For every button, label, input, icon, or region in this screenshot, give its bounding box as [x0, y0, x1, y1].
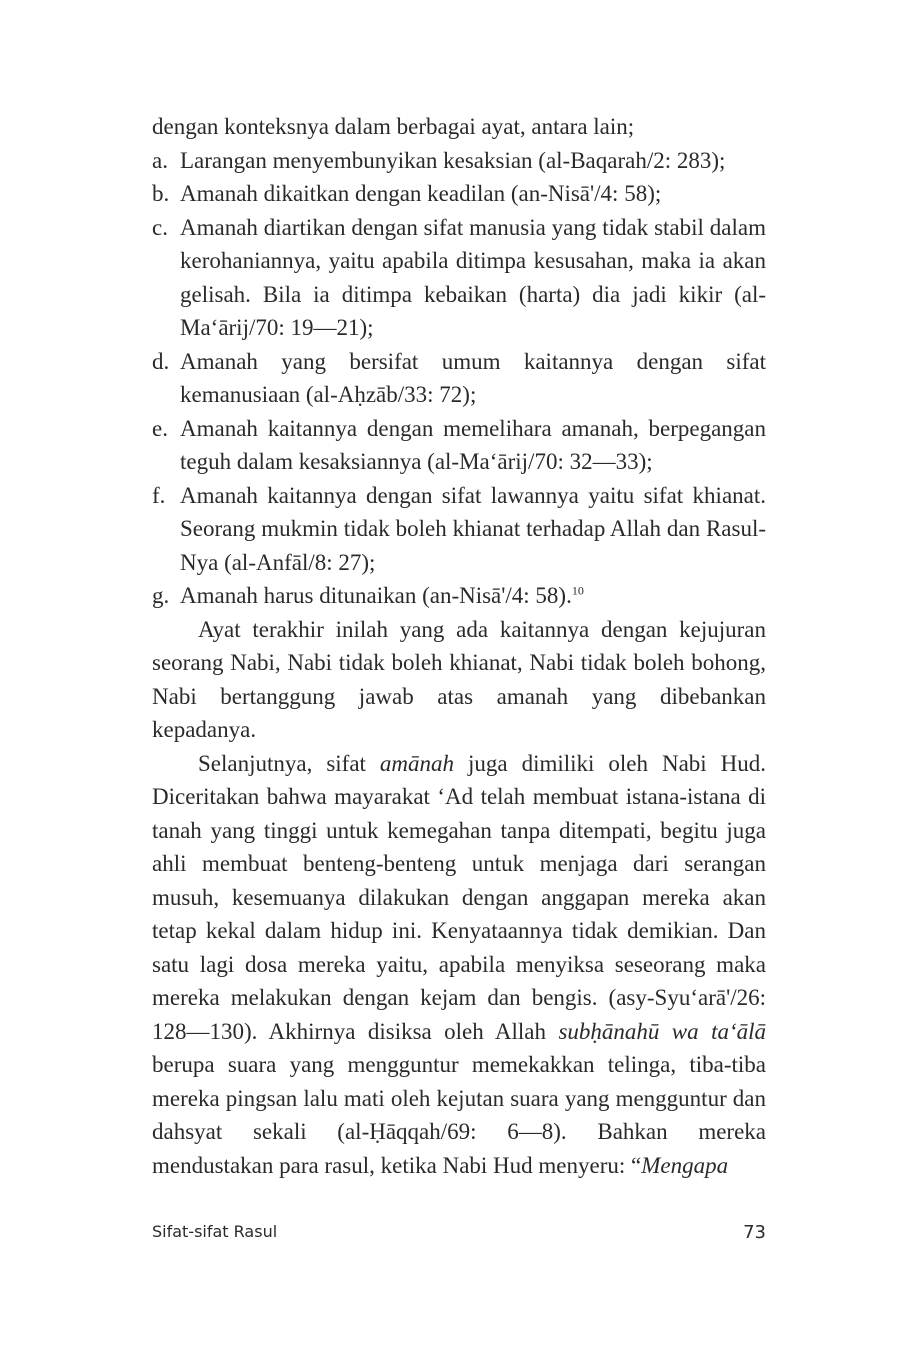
- list-text-with-footnote: [180, 579, 766, 613]
- list-item: [152, 211, 766, 345]
- paragraph-text: juga dimiliki oleh Nabi Hud. Diceritakan bahwa mayarakat ‘Ad telah membuat istana-istana di tanah yang tinggi untuk kemegahan tanpa ditempati, begitu juga ahli membuat benteng-benteng untuk menjaga dari serangan musuh, kesemuanya dilakukan dengan anggapan mereka akan tetap kekal dalam hidup ini. Kenyataannya tidak demikian. Dan satu lagi dosa mereka yaitu, apabila menyiksa seseorang maka mereka melakukan dengan kejam dan bengis. (asy-Syu‘arā'/26: 128—130). Akhirnya disiksa oleh Allah: [152, 750, 766, 1044]
- intro-line: dengan konteksnya dalam berbagai ayat, antara lain;: [152, 114, 635, 139]
- list-item: [152, 144, 766, 178]
- italic-term-subhanahu: subḥānahū wa ta‘ālā: [558, 1018, 767, 1044]
- list-item: [152, 177, 766, 211]
- body-text: [152, 110, 766, 1182]
- list-item: [152, 479, 766, 580]
- list-text: Amanah harus ditunaikan (an-Nisā'/4: 58).: [180, 583, 572, 608]
- list-letter: b.: [152, 181, 170, 206]
- running-footer-title: Sifat-sifat Rasul: [152, 1222, 278, 1241]
- list-letter: c.: [152, 214, 168, 240]
- amanah-list: [152, 144, 766, 613]
- list-letter: e.: [152, 415, 168, 441]
- list-item: [152, 579, 766, 613]
- paragraph-nabi-hud: [152, 747, 766, 1183]
- paragraph-text: Selanjutnya, sifat: [198, 750, 380, 776]
- page-footer: [152, 1222, 766, 1252]
- italic-term-amanah: amānah: [379, 750, 455, 776]
- paragraph-text: berupa suara yang mengguntur memekakkan telinga, tiba-tiba mereka pingsan lalu mati oleh kejutan suara yang mengguntur dan dahsyat sekali (al-Ḥāqqah/69: 6—8). Bahkan mereka mendustakan para rasul, ketika Nabi Hud menyeru: “: [152, 1052, 766, 1178]
- italic-quote-start: Mengapa: [641, 1152, 729, 1178]
- list-text: Amanah diartikan dengan sifat manusia yang tidak stabil dalam kerohaniannya, yaitu apabila ditimpa kesusahan, maka ia akan gelisah. Bila ia ditimpa kebaikan (harta) dia jadi kikir (al-Ma‘ārij/70: 19—21);: [180, 214, 766, 340]
- list-letter: g.: [152, 583, 170, 608]
- footnote-marker[interactable]: 10: [571, 583, 584, 598]
- paragraph-kejujuran: Ayat terakhir inilah yang ada kaitannya dengan kejujuran seorang Nabi, Nabi tidak boleh khianat, Nabi tidak boleh bohong, Nabi bertanggung jawab atas amanah yang dibebankan kepadanya.: [152, 616, 766, 742]
- list-text: Larangan menyembunyikan kesaksian (al-Baqarah/2: 283);: [180, 147, 726, 173]
- list-text: Amanah kaitannya dengan sifat lawannya yaitu sifat khianat. Seorang mukmin tidak boleh khianat terhadap Allah dan Rasul-Nya (al-Anfāl/8: 27);: [180, 482, 766, 575]
- list-letter: d.: [152, 348, 170, 374]
- list-letter: a.: [152, 147, 168, 173]
- list-text: Amanah dikaitkan dengan keadilan (an-Nisā'/4: 58);: [180, 181, 662, 206]
- list-letter: f.: [152, 482, 166, 508]
- list-item: [152, 412, 766, 479]
- list-item: [152, 345, 766, 412]
- page-number: 73: [743, 1222, 766, 1243]
- list-text: Amanah kaitannya dengan memelihara amanah, berpegangan teguh dalam kesaksiannya (al-Ma‘ārij/70: 32—33);: [180, 415, 766, 474]
- list-text: Amanah yang bersifat umum kaitannya dengan sifat kemanusiaan (al-Aḥzāb/33: 72);: [180, 348, 766, 407]
